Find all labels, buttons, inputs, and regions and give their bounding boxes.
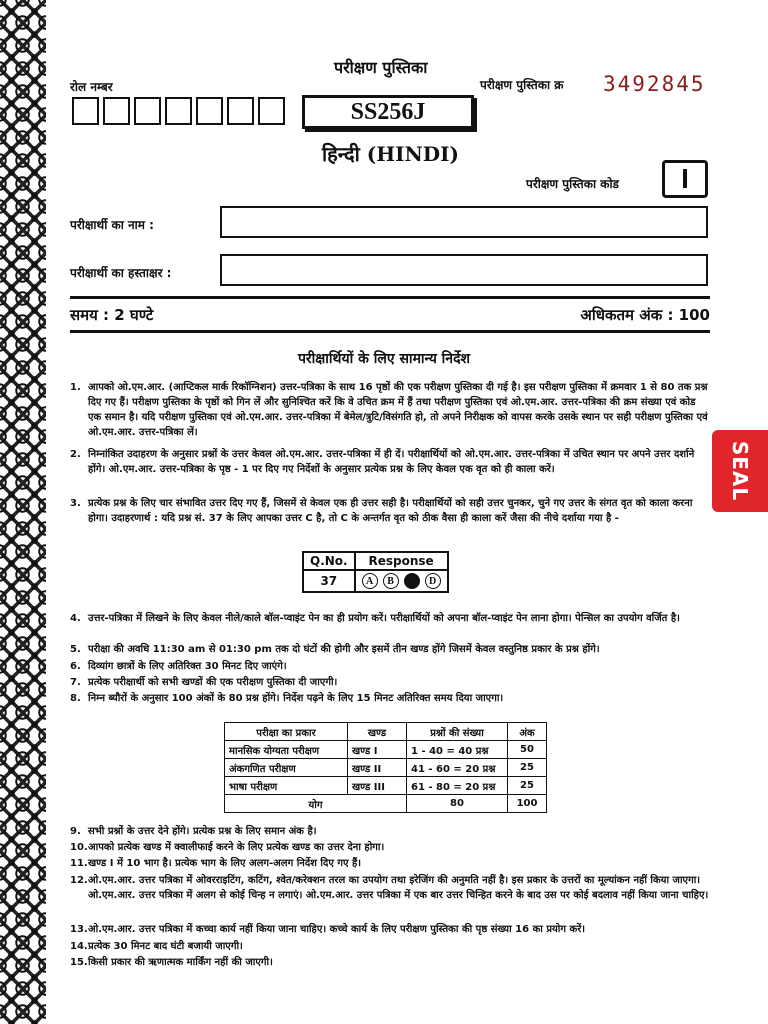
seal-tab (712, 430, 768, 512)
bubble-b[interactable]: B (383, 573, 399, 589)
roll-digit-box[interactable] (134, 97, 161, 125)
divider (70, 296, 710, 299)
instruction-item: 12. ओ.एम.आर. उत्तर पत्रिका में ओवरराइटिंग, कटिंग, श्वेत/करेक्शन तरल का उपयोग तथा इरेजिंग की अनुमति नहीं है। इस प्रकार के उत्तरों का मूल्यांकन नहीं किया जाएगा। ओ.एम.आर. उत्तर पत्रिका में अलग से कोई चिन्ह न लगाएं। ओ.एम.आर. उत्तर पत्रिका में एक बार उत्तर चिन्हित करने के बाद उस पर कोई बदलाव नहीं किया जाना चाहिए। (70, 875, 709, 901)
roll-digit-box[interactable] (165, 97, 192, 125)
table-row: भाषा परीक्षण खण्ड III 61 - 80 = 20 प्रश्न 25 (225, 777, 547, 795)
instruction-item: 10. आपको प्रत्येक खण्ड में क्वालीफाई करने के लिए प्रत्येक खण्ड का उत्तर देना होगा। (70, 842, 385, 853)
bubble-d[interactable]: D (425, 573, 441, 589)
roll-digit-box[interactable] (196, 97, 223, 125)
instruction-item: 11. खण्ड I में 10 भाग है। प्रत्येक भाग के लिए अलग-अलग निर्देश दिए गए हैं। (70, 858, 362, 869)
bubble-a[interactable]: A (362, 573, 378, 589)
roll-number-boxes (72, 97, 285, 125)
roll-number-label: रोल नम्बर (70, 80, 113, 94)
table-row: अंकगणित परीक्षण खण्ड II 41 - 60 = 20 प्रश्न 25 (225, 759, 547, 777)
qno-value: 37 (303, 570, 355, 592)
response-example-table (302, 551, 449, 593)
candidate-signature-label: परीक्षार्थी का हस्ताक्षर : (70, 266, 172, 280)
series-code: SS256J (302, 95, 474, 129)
booklet-number: 3492845 (603, 72, 706, 96)
booklet-number-label: परीक्षण पुस्तिका क्र (480, 78, 564, 92)
instruction-item: 9. सभी प्रश्नों के उत्तर देने होंगे। प्रत्येक प्रश्न के लिए समान अंक है। (70, 826, 317, 837)
roll-digit-box[interactable] (72, 97, 99, 125)
candidate-name-field[interactable] (220, 206, 708, 238)
instruction-item: 2. निम्नांकित उदाहरण के अनुसार प्रश्नों के उत्तर केवल ओ.एम.आर. उत्तर-पत्रिका में ही दें। परीक्षार्थियों को ओ.एम.आर. उत्तर-पत्रिका में उचित स्थान पर अपने उत्तर दर्शाने होंगे। ओ.एम.आर. उत्तर-पत्रिका के पृष्ठ - 1 पर दिए गए निर्देशों के अनुसार प्रत्येक प्रश्न के लिए केवल एक वृत को ही काला करें। (70, 449, 695, 475)
answer-bubbles (362, 572, 441, 590)
response-header: Response (355, 552, 448, 570)
instruction-item: 15. किसी प्रकार की ऋणात्मक मार्किंग नहीं की जाएगी। (70, 957, 273, 968)
instruction-item: 4. उत्तर-पत्रिका में लिखने के लिए केवल नीले/काले बॉल-प्वाइंट पेन का ही प्रयोग करें। परीक्षार्थियों को अपना बॉल-प्वाइंट पेन लाना होगा। पेन्सिल का उपयोग वर्जित है। (70, 613, 680, 624)
instruction-item: 6. दिव्यांग छात्रों के लिए अतिरिक्त 30 मिनट दिए जाएंगे। (70, 661, 287, 672)
seal-label: SEAL (728, 440, 753, 502)
qno-header: Q.No. (303, 552, 355, 570)
max-marks: अधिकतम अंक : 100 (580, 306, 710, 324)
table-row: मानसिक योग्यता परीक्षण खण्ड I 1 - 40 = 40 प्रश्न 50 (225, 741, 547, 759)
instruction-item: 5. परीक्षा की अवधि 11:30 am से 01:30 pm तक दो घंटों की होगी और इसमें तीन खण्ड होंगे जिसमें केवल वस्तुनिष्ठ प्रकार के प्रश्न होंगे। (70, 644, 600, 655)
divider (70, 330, 710, 333)
roll-digit-box[interactable] (258, 97, 285, 125)
bubble-c[interactable]: C (404, 573, 420, 589)
table-total-row: योग 80 100 (225, 795, 547, 813)
duration: समय : 2 घण्टे (70, 306, 154, 324)
exam-pattern-table (224, 722, 547, 813)
booklet-title: परीक्षण पुस्तिका (334, 58, 428, 77)
candidate-signature-field[interactable] (220, 254, 708, 286)
subject-title: हिन्दी (HINDI) (322, 142, 459, 166)
booklet-code-value: I (662, 160, 708, 198)
instruction-item: 14. प्रत्येक 30 मिनट बाद घंटी बजायी जाएगी। (70, 941, 243, 952)
instructions-title: परीक्षार्थियों के लिए सामान्य निर्देश (297, 351, 471, 367)
instruction-item: 8. निम्न ब्यौरों के अनुसार 100 अंकों के 80 प्रश्न होंगे। निर्देश पढ़ने के लिए 15 मिनट अतिरिक्त समय दिया जाएगा। (70, 693, 504, 704)
instruction-item: 7. प्रत्येक परीक्षार्थी को सभी खण्डों की एक परीक्षण पुस्तिका दी जाएगी। (70, 677, 338, 688)
time-marks-row (70, 305, 710, 325)
table-header-row: परीक्षा का प्रकार खण्ड प्रश्नों की संख्या अंक (225, 723, 547, 741)
roll-digit-box[interactable] (227, 97, 254, 125)
booklet-code-label: परीक्षण पुस्तिका कोड (526, 177, 619, 191)
instruction-item: 1. आपको ओ.एम.आर. (आप्टिकल मार्क रिकॉग्निशन) उत्तर-पत्रिका के साथ 16 पृष्ठों की एक परीक्षण पुस्तिका दी गई है। इस परीक्षण पुस्तिका में क्रमवार 1 से 80 तक प्रश्न दिए गए हैं। परीक्षण पुस्तिका के पृष्ठों को गिन लें और सुनिश्चित करें कि वे उचित क्रम में हैं तथा परीक्षण पुस्तिका एवं ओ.एम.आर. उत्तर-पत्रिका की क्रम संख्या एवं कोड एक समान है। यदि परीक्षण पुस्तिका एवं ओ.एम.आर. उत्तर-पत्रिका में बेमेल/त्रुटि/विसंगति हो, तो अपने निरीक्षक को वापस करके उसके स्थान पर सही परीक्षण पुस्तिका एवं ओ.एम.आर. उत्तर-पत्रिका लें। (70, 382, 708, 438)
candidate-name-label: परीक्षार्थी का नाम : (70, 218, 154, 232)
instruction-item: 3. प्रत्येक प्रश्न के लिए चार संभावित उत्तर दिए गए हैं, जिसमें से केवल एक ही उत्तर सही है। परीक्षार्थियों को सही उत्तर चुनकर, चुने गए उत्तर के संगत वृत को काला करना होगा। उदाहरणार्थ : यदि प्रश्न सं. 37 के लिए आपका उत्तर C है, तो C के अन्तर्गत वृत को ठीक वैसा ही काला करें जैसा की नीचे दर्शाया गया है - (70, 498, 693, 524)
instruction-item: 13. ओ.एम.आर. उत्तर पत्रिका में कच्चा कार्य नहीं किया जाना चाहिए। कच्चे कार्य के लिए परीक्षण पुस्तिका की पृष्ठ संख्या 16 का प्रयोग करें। (70, 924, 586, 935)
decorative-border (0, 0, 46, 1024)
roll-digit-box[interactable] (103, 97, 130, 125)
